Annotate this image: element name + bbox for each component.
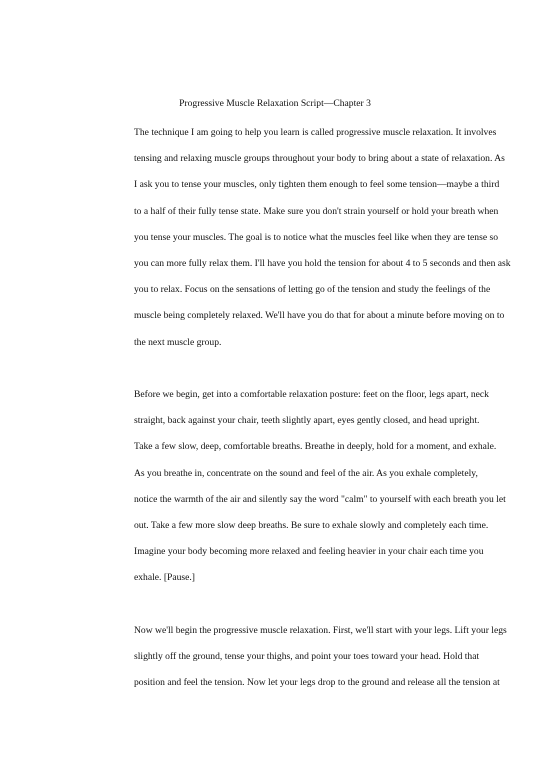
document-title: Progressive Muscle Relaxation Script—Chapter 3 [179,98,371,109]
paragraph-line: notice the warmth of the air and silently say the word "calm" to yourself with each breath you let [134,493,506,505]
paragraph-line: tensing and relaxing muscle groups throughout your body to bring about a state of relaxation. As [134,153,505,165]
paragraph-line: I ask you to tense your muscles, only tighten them enough to feel some tension—maybe a third [134,179,500,191]
paragraph-line: As you breathe in, concentrate on the sound and feel of the air. As you exhale completely, [134,467,478,479]
paragraph-line: out. Take a few more slow deep breaths. Be sure to exhale slowly and completely each time. [134,520,489,531]
paragraph-line: you to relax. Focus on the sensations of letting go of the tension and study the feelings of the [134,284,491,296]
paragraph-line: slightly off the ground, tense your thighs, and point your toes toward your head. Hold that [134,651,480,662]
paragraph-line: straight, back against your chair, teeth slightly apart, eyes gently closed, and head upright. [134,415,480,427]
paragraph-line: you tense your muscles. The goal is to notice what the muscles feel like when they are tense so [134,231,499,243]
paragraph-line: Imagine your body becoming more relaxed and feeling heavier in your chair each time you [134,546,484,558]
paragraph-line: Before we begin, get into a comfortable relaxation posture: feet on the floor, legs apart, neck [134,389,489,400]
paragraph-line: the next muscle group. [134,336,222,348]
paragraph-line: The technique I am going to help you learn is called progressive muscle relaxation. It involves [134,127,497,138]
paragraph-line: position and feel the tension. Now let your legs drop to the ground and release all the tension at [134,677,500,689]
paragraph-line: exhale. [Pause.] [134,572,196,584]
paragraph-line: Now we'll begin the progressive muscle relaxation. First, we'll start with your legs. Lift your legs [134,624,507,636]
paragraph-line: you can more fully relax them. I'll have you hold the tension for about 4 to 5 seconds and then ask [134,258,511,269]
paragraph-line: to a half of their fully tense state. Make sure you don't strain yourself or hold your breath when [134,205,499,217]
paragraph-line: Take a few slow, deep, comfortable breaths. Breathe in deeply, hold for a moment, and exhale. [134,441,497,453]
paragraph-line: muscle being completely relaxed. We'll have you do that for about a minute before moving on to [134,310,505,322]
